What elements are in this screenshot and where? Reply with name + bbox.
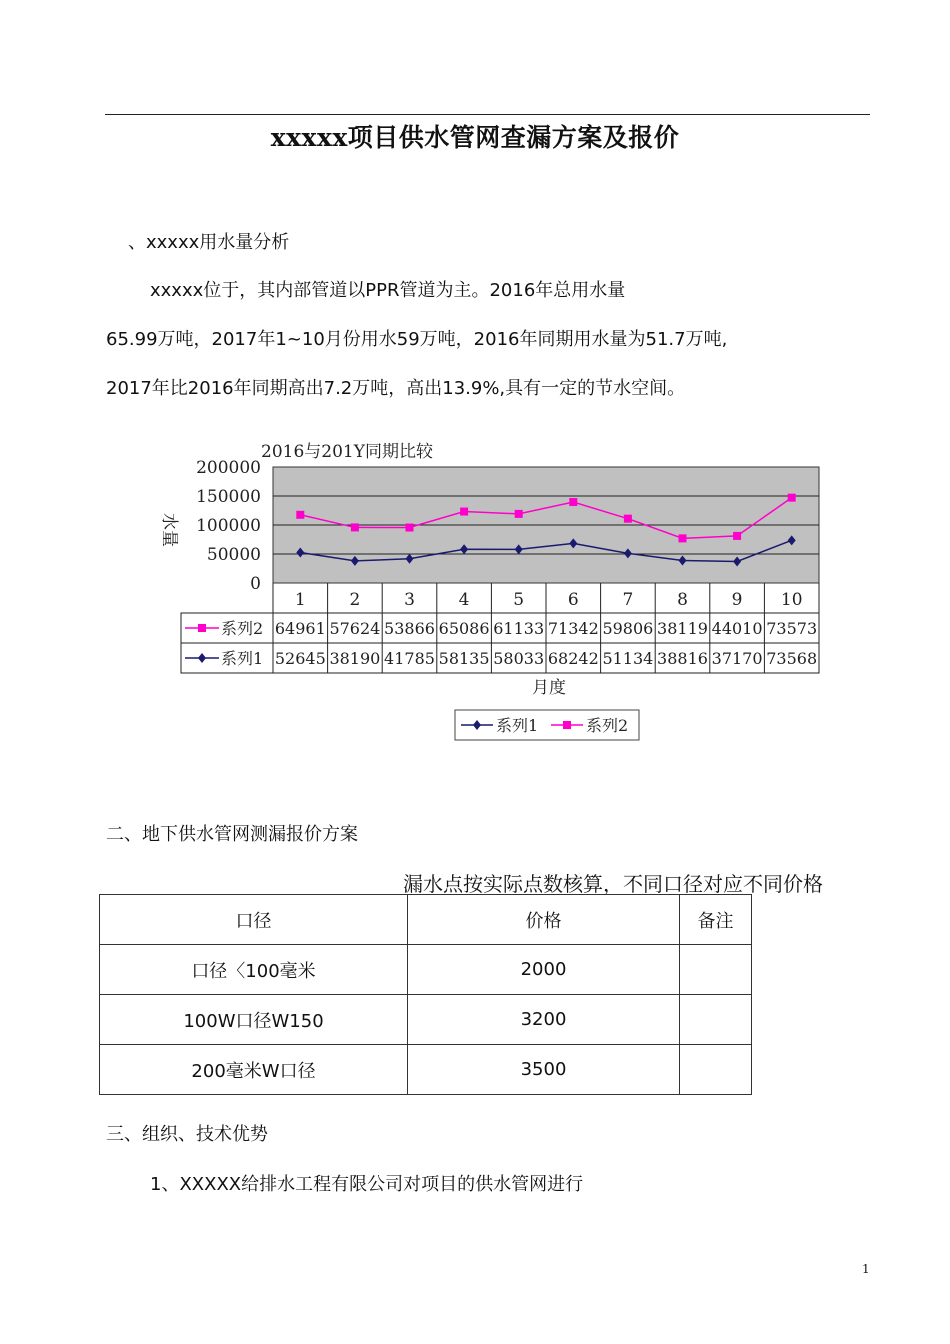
data-label: 58033 [493, 649, 545, 668]
cell-price: 3200 [408, 995, 680, 1045]
x-tick-label: 8 [677, 590, 688, 610]
data-label: 58135 [438, 649, 490, 668]
data-label: 52645 [274, 649, 326, 668]
y-tick-label: 50000 [206, 545, 261, 565]
cell-note [680, 995, 752, 1045]
x-axis-label: 月度 [532, 678, 566, 698]
series2-point [624, 515, 632, 523]
y-axis-label: 水量 [159, 513, 179, 547]
series2-point [788, 494, 796, 502]
table-row [100, 945, 752, 995]
data-label: 57624 [329, 619, 381, 638]
cell-caliber: 口径〈100毫米 [100, 945, 408, 995]
data-label: 53866 [384, 619, 435, 638]
section1-heading: 、xxxxx用水量分析 [128, 232, 290, 253]
series2-legend-label: 系列2 [586, 716, 629, 735]
header-note: 备注 [680, 895, 752, 945]
data-label: 51134 [602, 649, 654, 668]
section3-heading: 三、组织、技术优势 [106, 1124, 268, 1145]
data-label: 73573 [766, 619, 818, 638]
data-label: 64961 [274, 619, 326, 638]
paragraph-line-1: xxxxx位于，其内部管道以PPR管道为主。2016年总用水量 [150, 280, 626, 301]
paragraph-line-3: 2017年比2016年同期高出7.2万吨，高出13.9%,具有一定的节水空间。 [106, 378, 686, 399]
data-label: 59806 [602, 619, 654, 638]
table-row [100, 1045, 752, 1095]
x-tick-label: 7 [622, 590, 634, 610]
y-tick-label: 150000 [196, 487, 261, 507]
series2-point [733, 532, 741, 540]
x-tick-label: 9 [731, 590, 743, 610]
y-tick-label: 100000 [196, 516, 261, 536]
header-price: 价格 [408, 895, 680, 945]
page-title: xxxxx项目供水管网查漏方案及报价 [270, 123, 680, 152]
cell-note [680, 1045, 752, 1095]
table-row [100, 995, 752, 1045]
series2-point [569, 498, 577, 506]
data-label: 44010 [711, 619, 763, 638]
x-tick-label: 1 [294, 590, 306, 610]
series2-point [406, 524, 414, 532]
data-label: 71342 [547, 619, 599, 638]
y-tick-label: 200000 [196, 458, 261, 478]
data-label: 38816 [657, 649, 708, 668]
series2-point [679, 534, 687, 542]
table-header-row [100, 895, 752, 945]
usage-comparison-chart [140, 432, 840, 747]
data-label: 38119 [657, 619, 708, 638]
data-label: 65086 [438, 619, 490, 638]
paragraph-line-2: 65.99万吨，2017年1~10月份用水59万吨，2016年同期用水量为51.7万吨, [106, 329, 728, 350]
header-caliber: 口径 [100, 895, 408, 945]
data-label: 38190 [329, 649, 381, 668]
series2-point [515, 510, 523, 518]
cell-caliber: 100W口径W150 [100, 995, 408, 1045]
data-label: 41785 [384, 649, 435, 668]
series2-point [460, 508, 468, 516]
cell-note [680, 945, 752, 995]
x-tick-label: 4 [458, 590, 470, 610]
cell-price: 3500 [408, 1045, 680, 1095]
series2-row-legend-marker [198, 624, 206, 632]
cell-caliber: 200毫米W口径 [100, 1045, 408, 1095]
data-label: 37170 [711, 649, 763, 668]
list-item-1: 1、XXXXX给排水工程有限公司对项目的供水管网进行 [150, 1174, 584, 1195]
series1-legend-label: 系列1 [496, 716, 539, 735]
x-tick-label: 3 [404, 590, 415, 610]
section2-heading: 二、地下供水管网测漏报价方案 [106, 824, 358, 845]
header-rule [105, 114, 870, 115]
data-label: 68242 [547, 649, 599, 668]
y-tick-label: 0 [250, 574, 261, 594]
series2-point [351, 523, 359, 531]
price-table [99, 894, 752, 1095]
series2-row-label: 系列2 [221, 619, 264, 638]
data-label: 61133 [493, 619, 545, 638]
series2-legend-marker [563, 721, 571, 729]
page-number: 1 [862, 1262, 870, 1276]
x-tick-label: 10 [780, 590, 803, 610]
data-label: 73568 [766, 649, 818, 668]
cell-price: 2000 [408, 945, 680, 995]
series1-row-label: 系列1 [221, 649, 264, 668]
series2-point [296, 511, 304, 519]
x-tick-label: 5 [513, 590, 525, 610]
table-caption: 漏水点按实际点数核算，不同口径对应不同价格 [403, 872, 823, 896]
x-tick-label: 6 [567, 590, 579, 610]
chart-title: 2016与201Y同期比较 [261, 442, 433, 462]
x-tick-label: 2 [349, 590, 361, 610]
